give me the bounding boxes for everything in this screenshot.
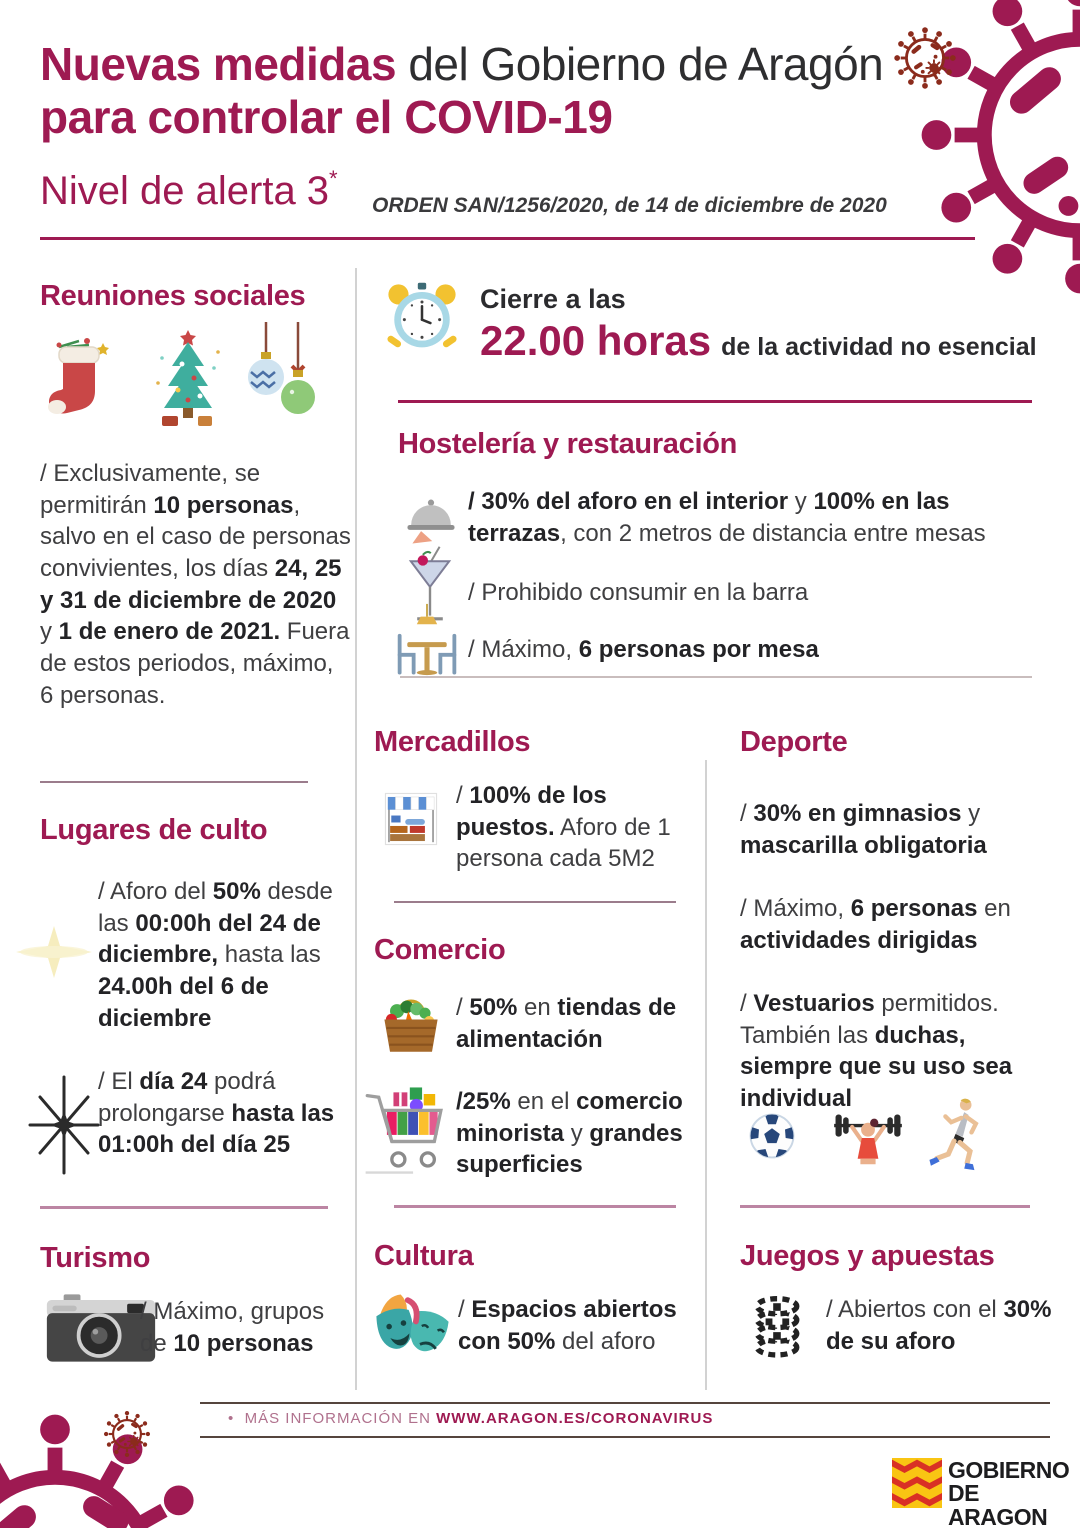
reuniones-text: / Exclusivamente, se permitirán 10 personas, salvo en el caso de personas convivientes, los días 24, 25 y 31 de diciembre de 2020 y 1 de enero de 2021. Fuera de estos periodos, máximo, 6 personas. <box>40 460 351 709</box>
section-title-culto: Lugares de culto <box>40 814 268 846</box>
turismo-item-1: / Máximo, grupos de 10 personas <box>140 1298 325 1357</box>
mercadillos-item-1: / 100% de los puestos. Aforo de 1 persona cada 5M2 <box>456 782 671 873</box>
alert-level: Nivel de alerta 3* <box>40 166 338 213</box>
grocery-basket-icon <box>376 990 446 1056</box>
market-stall-icon <box>382 790 440 848</box>
closure-rest: de la actividad no esencial <box>721 333 1037 361</box>
section-title-reuniones: Reuniones sociales <box>40 280 306 312</box>
divider <box>200 1436 1050 1438</box>
alert-asterisk: * <box>329 166 338 191</box>
comercio-item-1: / 50% en tiendas de alimentación <box>456 994 677 1053</box>
hosteleria-item-1: / 30% del aforo en el interior y 100% en las terrazas, con 2 metros de distancia entre mesas <box>468 488 986 547</box>
divider <box>705 760 707 1390</box>
section-title-juegos: Juegos y apuestas <box>740 1240 995 1272</box>
divider <box>400 676 1032 678</box>
closure-intro: Cierre a las <box>480 284 626 314</box>
sparkle-star-icon <box>26 1075 102 1175</box>
page-title: Nuevas medidas del Gobierno de Aragón para controlar el COVID-19 <box>40 38 884 144</box>
hosteleria-item-2: / Prohibido consumir en la barra <box>468 579 809 606</box>
divider <box>40 1206 328 1209</box>
government-logo-text: GOBIERNO DE ARAGON <box>948 1457 1070 1528</box>
christmas-stocking-icon <box>45 335 111 423</box>
closure-time: 22.00 horas <box>480 317 712 364</box>
footer-info-prefix: MÁS INFORMACIÓN EN <box>244 1410 437 1427</box>
footer-bullet: • <box>228 1410 235 1427</box>
serving-dish-icon <box>400 490 462 550</box>
baubles-icon <box>238 322 318 427</box>
star-glow-icon <box>14 922 94 982</box>
deporte-item-2: / Máximo, 6 personas en actividades dirigidas <box>740 895 1011 954</box>
divider <box>394 1205 676 1208</box>
section-title-comercio: Comercio <box>374 934 506 966</box>
cultura-item-1: / Espacios abiertos con 50% del aforo <box>458 1296 677 1355</box>
deporte-item-3: / Vestuarios permitidos. También las duchas, siempre que su uso sea individual <box>740 990 1013 1113</box>
section-title-hosteleria: Hostelería y restauración <box>398 428 738 460</box>
culto-item-1: / Aforo del 50% desde las 00:00h del 24 de diciembre, hasta las 24.00h del 6 de diciembre <box>98 878 333 1032</box>
deporte-item-1: / 30% en gimnasios y mascarilla obligatoria <box>740 800 987 859</box>
runner-icon <box>928 1096 986 1176</box>
section-title-turismo: Turismo <box>40 1242 151 1274</box>
coronavirus-small-icon <box>893 26 957 90</box>
poker-chips-icon <box>750 1288 804 1358</box>
theater-masks-icon <box>370 1288 452 1368</box>
divider <box>394 901 676 903</box>
juegos-item-1: / Abiertos con el 30% de su aforo <box>826 1296 1052 1355</box>
soccer-ball-icon <box>746 1110 798 1162</box>
section-title-deporte: Deporte <box>740 726 848 758</box>
divider <box>40 237 975 240</box>
weightlifter-icon <box>830 1104 906 1172</box>
divider <box>740 1205 1030 1208</box>
culto-item-2: / El día 24 podrá prolongarse hasta las 01:00h del día 25 <box>98 1068 335 1159</box>
divider <box>200 1402 1050 1404</box>
footer-info <box>228 1410 713 1427</box>
closure-banner <box>480 284 1037 365</box>
order-reference: ORDEN SAN/1256/2020, de 14 de diciembre de 2020 <box>372 194 887 217</box>
comercio-item-2: /25% en el comercio minorista y grandes superficies <box>456 1088 683 1179</box>
alarm-clock-icon <box>380 276 464 360</box>
aragon-flag-icon <box>892 1458 942 1508</box>
christmas-tree-icon <box>148 328 228 428</box>
shopping-cart-icon <box>364 1080 454 1180</box>
footer-info-url[interactable]: WWW.ARAGON.ES/CORONAVIRUS <box>436 1410 714 1427</box>
section-title-mercadillos: Mercadillos <box>374 726 531 758</box>
divider <box>355 268 357 1390</box>
section-title-cultura: Cultura <box>374 1240 474 1272</box>
divider <box>398 400 1032 403</box>
hosteleria-item-3: / Máximo, 6 personas por mesa <box>468 636 819 663</box>
coronavirus-small-icon <box>103 1410 151 1458</box>
divider <box>40 781 308 783</box>
